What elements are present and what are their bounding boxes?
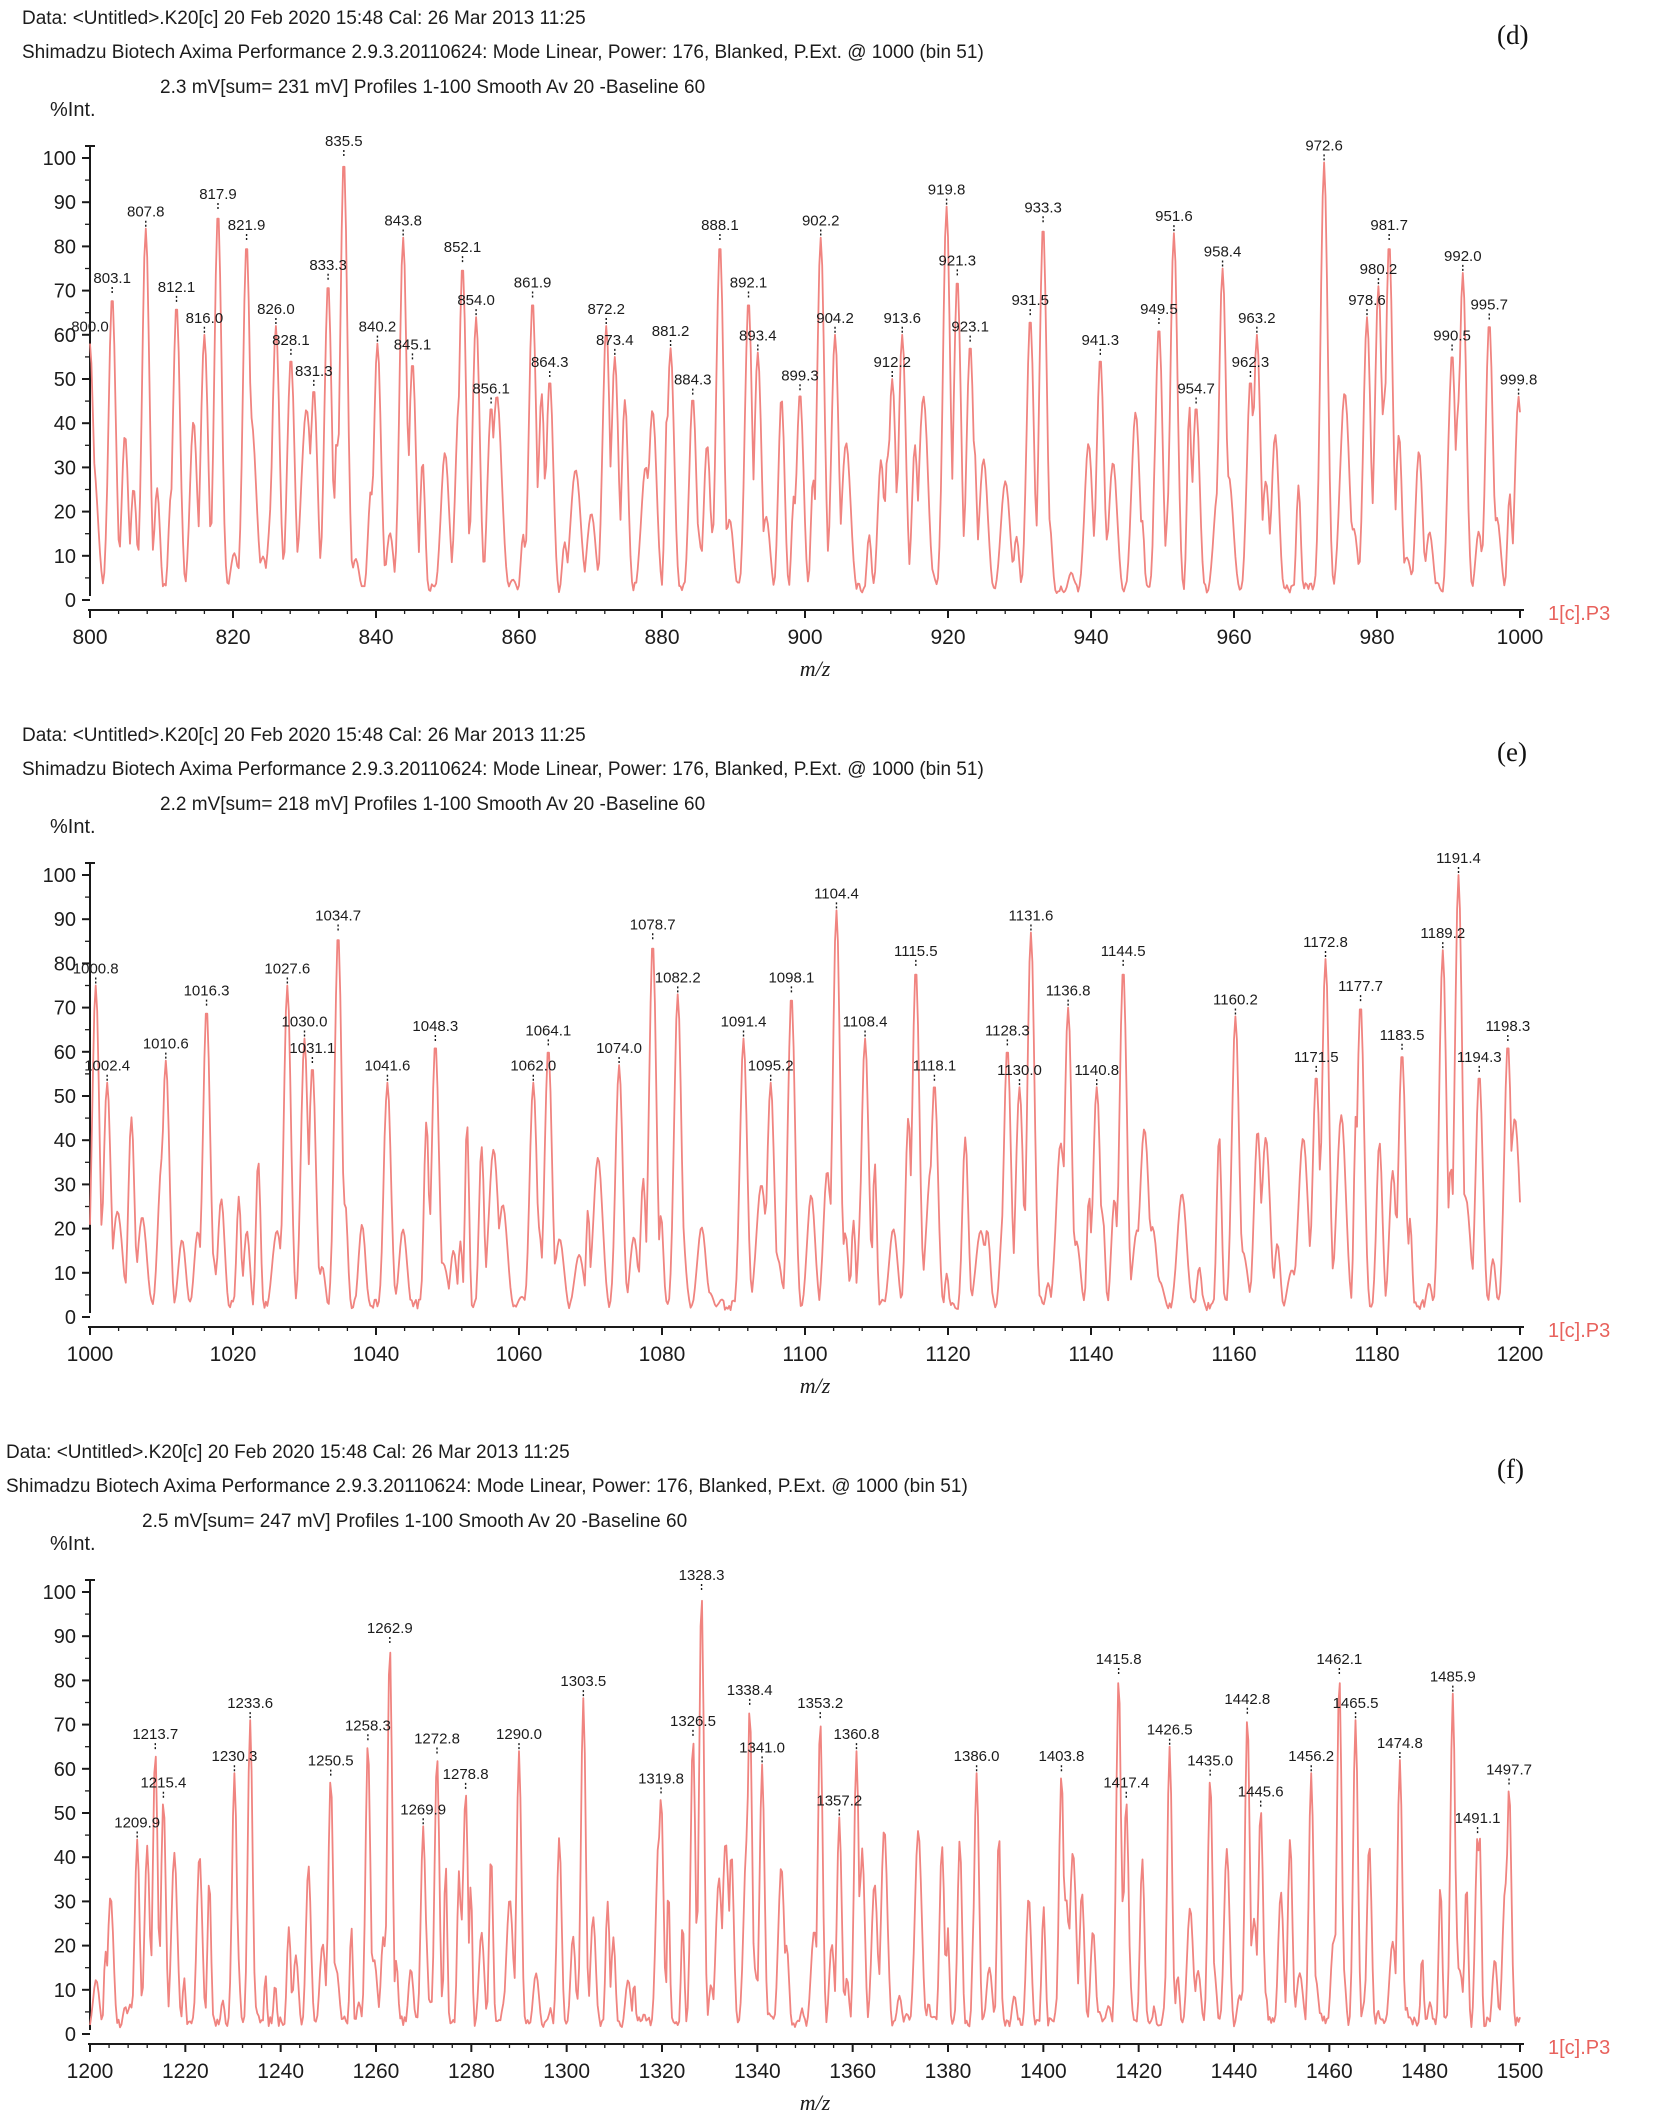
peak-label: 1456.2 [1288, 1748, 1335, 1766]
x-tick-label: 1300 [543, 2060, 591, 2083]
peak-label: 954.7 [1177, 380, 1215, 398]
peak-label: 1357.2 [816, 1792, 863, 1810]
x-tick-label: 900 [787, 626, 823, 649]
panel-letter: (e) [1497, 737, 1527, 767]
spectrum-plot [0, 1434, 1661, 2121]
peak-label: 1353.2 [797, 1695, 844, 1713]
peak-label: 1002.4 [84, 1057, 131, 1075]
peak-label: 1303.5 [560, 1673, 607, 1691]
peak-label: 963.2 [1238, 309, 1276, 327]
y-tick-label: 100 [42, 148, 76, 170]
peak-label: 1215.4 [140, 1774, 187, 1792]
peak-label: 981.7 [1370, 216, 1408, 234]
x-axis-title: m/z [799, 2090, 831, 2115]
x-tick-label: 1360 [829, 2060, 877, 2083]
x-tick-label: 1140 [1068, 1343, 1114, 1366]
peak-label: 921.3 [938, 252, 977, 270]
peak-label: 1426.5 [1146, 1721, 1193, 1739]
peak-label: 864.3 [530, 354, 569, 371]
acquisition-subtitle: 2.3 mV[sum= 231 mV] Profiles 1-100 Smooth Av 20 -Baseline 60 [160, 77, 706, 98]
peak-label: 1095.2 [747, 1057, 794, 1075]
peak-label: 951.6 [1155, 208, 1193, 226]
acquisition-subtitle: 2.2 mV[sum= 218 mV] Profiles 1-100 Smooth Av 20 -Baseline 60 [160, 794, 706, 815]
y-axis-title: %Int. [50, 99, 96, 121]
peak-label: 995.7 [1470, 296, 1509, 314]
peak-label: 1171.5 [1293, 1048, 1339, 1066]
y-tick-label: 0 [64, 590, 76, 612]
peak-label: 1233.6 [227, 1695, 274, 1713]
instrument-header: Shimadzu Biotech Axima Performance 2.9.3.20110624: Mode Linear, Power: 176, Blanked, P.Ext. @ 1000 (bin 51) [6, 1476, 968, 1497]
peak-label: 807.8 [126, 203, 165, 221]
peak-label: 931.5 [1011, 292, 1049, 310]
peak-label: 1435.0 [1187, 1752, 1234, 1770]
peak-label: 1338.4 [726, 1681, 773, 1699]
peak-label: 1177.7 [1338, 978, 1383, 996]
peak-label: 1000.8 [72, 960, 119, 978]
y-tick-label: 10 [53, 545, 76, 568]
x-tick-label: 1120 [925, 1343, 971, 1366]
peak-label: 1194.3 [1456, 1048, 1502, 1066]
x-tick-label: 800 [72, 626, 108, 649]
peak-label: 828.1 [272, 331, 310, 349]
peak-label: 919.8 [927, 181, 966, 199]
peak-label: 1191.4 [1436, 850, 1481, 867]
peak-label: 1403.8 [1038, 1748, 1085, 1766]
instrument-header: Shimadzu Biotech Axima Performance 2.9.3.20110624: Mode Linear, Power: 176, Blanked, P.Ext. @ 1000 (bin 51) [22, 759, 984, 780]
peak-label: 1442.8 [1224, 1690, 1271, 1708]
x-tick-label: 1160 [1211, 1343, 1257, 1366]
spectrum-plot [0, 717, 1661, 1434]
y-tick-label: 70 [53, 997, 76, 1020]
peak-label: 1417.4 [1103, 1774, 1150, 1792]
y-tick-label: 40 [53, 1130, 76, 1153]
data-file-header: Data: <Untitled>.K20[c] 20 Feb 2020 15:48 Cal: 26 Mar 2013 11:25 [22, 8, 586, 29]
peak-label: 999.8 [1499, 371, 1538, 389]
instrument-header: Shimadzu Biotech Axima Performance 2.9.3.20110624: Mode Linear, Power: 176, Blanked, P.Ext. @ 1000 (bin 51) [22, 42, 984, 63]
y-tick-label: 20 [53, 1218, 76, 1241]
peak-label: 1010.6 [142, 1035, 189, 1053]
peak-label: 1062.0 [510, 1057, 557, 1075]
x-tick-label: 1320 [638, 2060, 686, 2083]
x-tick-label: 880 [644, 626, 680, 649]
trace-label: 1[c].P3 [1548, 1320, 1611, 1342]
peak-label: 1130.0 [997, 1062, 1042, 1080]
y-tick-label: 60 [53, 1041, 76, 1064]
peak-label: 1209.9 [114, 1814, 161, 1832]
peak-label: 884.3 [673, 371, 712, 389]
y-tick-label: 70 [53, 280, 76, 303]
peak-label: 840.2 [358, 318, 397, 336]
peak-label: 990.5 [1433, 327, 1471, 345]
peak-label: 1160.2 [1213, 991, 1258, 1009]
peak-label: 892.1 [729, 274, 768, 292]
spectrum-panel [0, 0, 1661, 717]
peak-label: 1462.1 [1316, 1650, 1363, 1668]
peak-label: 1140.8 [1074, 1062, 1120, 1080]
x-tick-label: 1060 [495, 1343, 543, 1366]
x-tick-label: 940 [1073, 626, 1109, 649]
y-tick-label: 20 [53, 501, 76, 524]
y-tick-label: 20 [53, 1935, 76, 1958]
peak-label: 1269.9 [400, 1801, 447, 1819]
peak-label: 1474.8 [1376, 1734, 1423, 1752]
x-tick-label: 980 [1359, 626, 1395, 649]
peak-label: 1445.6 [1237, 1783, 1284, 1801]
peak-label: 992.0 [1444, 247, 1482, 265]
peak-label: 893.4 [739, 327, 777, 345]
y-tick-label: 80 [53, 953, 76, 976]
x-axis-title: m/z [799, 1373, 831, 1398]
x-axis-title: m/z [799, 656, 831, 681]
y-tick-label: 0 [64, 2024, 76, 2046]
peak-label: 1082.2 [654, 969, 701, 987]
peak-label: 826.0 [257, 300, 295, 318]
peak-label: 1108.4 [842, 1013, 888, 1031]
peak-label: 1172.8 [1303, 933, 1348, 951]
peak-label: 1250.5 [307, 1752, 354, 1770]
peak-label: 843.8 [384, 212, 422, 230]
y-tick-label: 90 [53, 909, 76, 932]
x-tick-label: 1280 [447, 2060, 495, 2083]
peak-label: 923.1 [951, 318, 989, 336]
peak-label: 1278.8 [442, 1765, 489, 1783]
x-tick-label: 1420 [1115, 2060, 1163, 2083]
peak-label: 912.2 [873, 354, 912, 371]
peak-label: 1128.3 [984, 1022, 1030, 1040]
peak-label: 949.5 [1140, 300, 1178, 318]
x-tick-label: 1200 [66, 2060, 114, 2083]
peak-label: 812.1 [157, 278, 196, 296]
peak-label: 972.6 [1305, 137, 1343, 155]
x-tick-label: 960 [1216, 626, 1252, 649]
y-tick-label: 100 [42, 865, 76, 887]
peak-label: 980.2 [1359, 261, 1398, 279]
trace-label: 1[c].P3 [1548, 2037, 1611, 2059]
peak-label: 1144.5 [1100, 942, 1146, 960]
peak-label: 941.3 [1081, 331, 1120, 349]
x-tick-label: 1240 [257, 2060, 305, 2083]
peak-label: 1290.0 [496, 1726, 542, 1744]
acquisition-subtitle: 2.5 mV[sum= 247 mV] Profiles 1-100 Smooth Av 20 -Baseline 60 [142, 1511, 688, 1532]
y-tick-label: 80 [53, 1670, 76, 1693]
peak-label: 1415.8 [1095, 1650, 1142, 1668]
peak-label: 1262.9 [366, 1620, 413, 1638]
peak-label: 1031.1 [289, 1040, 336, 1058]
peak-label: 1328.3 [678, 1567, 725, 1584]
y-tick-label: 30 [53, 457, 76, 480]
x-tick-label: 920 [930, 626, 966, 649]
peak-label: 1091.4 [720, 1013, 767, 1031]
spectrum-panel [0, 1434, 1661, 2121]
peak-label: 856.1 [472, 380, 510, 398]
peak-label: 1034.7 [315, 907, 362, 925]
peak-label: 1104.4 [814, 885, 859, 903]
y-tick-label: 90 [53, 1626, 76, 1649]
x-tick-label: 1480 [1401, 2060, 1449, 2083]
peak-label: 1027.6 [264, 960, 311, 978]
peak-label: 1189.2 [1420, 925, 1466, 943]
peak-label: 881.2 [651, 323, 690, 341]
peak-label: 852.1 [443, 239, 482, 257]
peak-label: 1326.5 [670, 1712, 716, 1730]
trace-label: 1[c].P3 [1548, 603, 1611, 625]
spectrum-trace [90, 1601, 1520, 2028]
x-tick-label: 1200 [1496, 1343, 1544, 1366]
peak-label: 833.3 [309, 256, 347, 274]
peak-label: 888.1 [701, 216, 739, 234]
x-tick-label: 1000 [66, 1343, 114, 1366]
x-tick-label: 860 [501, 626, 537, 649]
x-tick-label: 1440 [1210, 2060, 1258, 2083]
peak-label: 1341.0 [739, 1739, 786, 1757]
peak-label: 978.6 [1348, 292, 1386, 310]
y-tick-label: 50 [53, 369, 76, 391]
peak-label: 821.9 [227, 216, 266, 234]
peak-label: 1491.1 [1454, 1810, 1501, 1828]
y-tick-label: 90 [53, 192, 76, 215]
peak-label: 962.3 [1231, 354, 1270, 371]
peak-label: 861.9 [513, 274, 552, 292]
peak-label: 872.2 [587, 300, 626, 318]
peak-label: 831.3 [295, 362, 333, 380]
y-tick-label: 70 [53, 1714, 76, 1737]
x-tick-label: 1040 [352, 1343, 400, 1366]
peak-label: 800.0 [71, 318, 109, 336]
peak-label: 1319.8 [638, 1770, 684, 1788]
peak-label: 899.3 [781, 367, 819, 385]
peak-label: 803.1 [93, 270, 131, 288]
data-file-header: Data: <Untitled>.K20[c] 20 Feb 2020 15:48 Cal: 26 Mar 2013 11:25 [6, 1442, 570, 1463]
x-tick-label: 840 [358, 626, 394, 649]
peak-label: 958.4 [1203, 243, 1242, 261]
y-tick-label: 40 [53, 413, 76, 436]
y-axis-title: %Int. [50, 1533, 96, 1555]
peak-label: 1198.3 [1485, 1017, 1531, 1035]
peak-label: 1115.5 [893, 942, 938, 960]
peak-label: 902.2 [801, 212, 840, 230]
peak-label: 1360.8 [833, 1726, 880, 1744]
peak-label: 913.6 [883, 309, 922, 327]
peak-label: 1183.5 [1379, 1026, 1425, 1044]
y-tick-label: 60 [53, 324, 76, 347]
x-tick-label: 1460 [1305, 2060, 1353, 2083]
peak-label: 1041.6 [364, 1057, 411, 1075]
y-tick-label: 30 [53, 1174, 76, 1197]
peak-label: 1497.7 [1486, 1761, 1532, 1779]
y-tick-label: 50 [53, 1803, 76, 1825]
x-tick-label: 1100 [782, 1343, 828, 1366]
y-tick-label: 0 [64, 1307, 76, 1329]
peak-label: 1118.1 [912, 1057, 957, 1075]
peak-label: 1213.7 [132, 1726, 179, 1744]
x-tick-label: 1080 [638, 1343, 686, 1366]
x-tick-label: 1340 [733, 2060, 781, 2083]
x-tick-label: 1180 [1354, 1343, 1400, 1366]
peak-label: 1258.3 [344, 1717, 391, 1735]
x-tick-label: 820 [215, 626, 251, 649]
y-tick-label: 40 [53, 1847, 76, 1870]
peak-label: 1485.9 [1429, 1668, 1476, 1686]
peak-label: 1048.3 [412, 1017, 459, 1035]
y-tick-label: 100 [42, 1582, 76, 1604]
peak-label: 873.4 [596, 331, 634, 349]
peak-label: 1074.0 [596, 1040, 643, 1058]
peak-label: 816.0 [185, 309, 224, 327]
peak-label: 817.9 [199, 186, 237, 204]
x-tick-label: 1000 [1496, 626, 1544, 649]
x-tick-label: 1500 [1496, 2060, 1544, 2083]
x-tick-label: 1020 [209, 1343, 257, 1366]
x-tick-label: 1220 [161, 2060, 209, 2083]
y-tick-label: 10 [53, 1979, 76, 2002]
y-tick-label: 50 [53, 1086, 76, 1108]
peak-label: 1016.3 [183, 982, 230, 1000]
spectrum-plot [0, 0, 1661, 717]
peak-label: 1230.3 [211, 1748, 258, 1766]
peak-label: 845.1 [393, 336, 432, 354]
peak-label: 1131.6 [1008, 907, 1054, 925]
peak-label: 933.3 [1024, 199, 1062, 217]
data-file-header: Data: <Untitled>.K20[c] 20 Feb 2020 15:48 Cal: 26 Mar 2013 11:25 [22, 725, 586, 746]
y-tick-label: 80 [53, 236, 76, 259]
peak-label: 1386.0 [953, 1748, 1000, 1766]
peak-label: 1078.7 [629, 916, 676, 934]
peak-label: 1030.0 [281, 1013, 328, 1031]
peak-label: 1098.1 [768, 969, 815, 987]
y-tick-label: 30 [53, 1891, 76, 1914]
x-tick-label: 1400 [1019, 2060, 1067, 2083]
peak-label: 1272.8 [414, 1730, 460, 1748]
y-tick-label: 60 [53, 1758, 76, 1781]
peak-label: 1465.5 [1332, 1695, 1379, 1713]
peak-label: 835.5 [325, 133, 363, 150]
panel-letter: (d) [1497, 20, 1529, 50]
panel-letter: (f) [1497, 1454, 1524, 1484]
peak-label: 904.2 [816, 309, 854, 327]
x-tick-label: 1380 [924, 2060, 972, 2083]
y-tick-label: 10 [53, 1262, 76, 1285]
peak-label: 1064.1 [525, 1022, 572, 1040]
peak-label: 1136.8 [1045, 982, 1091, 1000]
y-axis-title: %Int. [50, 816, 96, 838]
spectrum-panel [0, 717, 1661, 1434]
peak-label: 854.0 [457, 292, 495, 310]
x-tick-label: 1260 [352, 2060, 400, 2083]
